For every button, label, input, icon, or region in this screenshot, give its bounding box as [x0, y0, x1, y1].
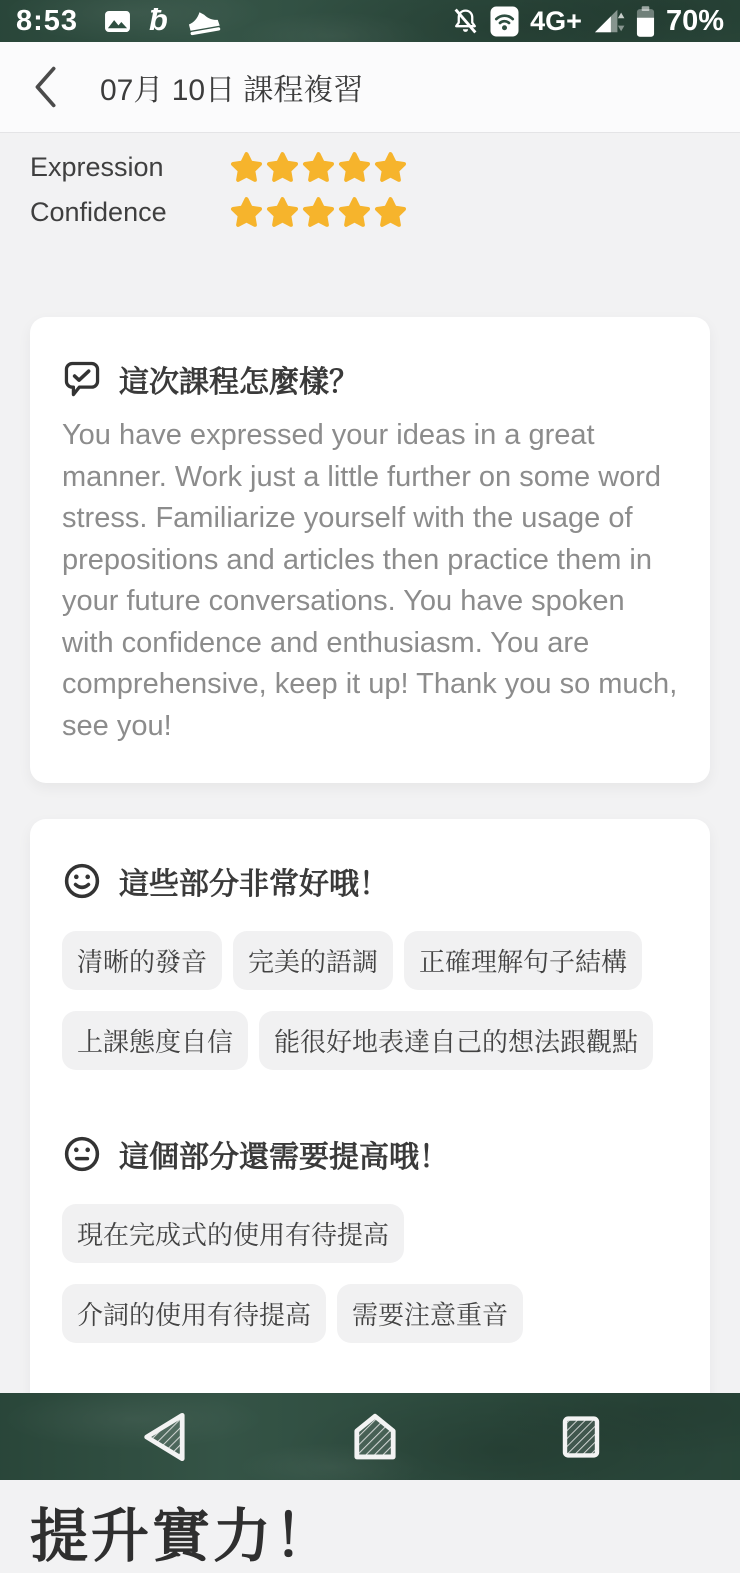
good-points-header [62, 859, 678, 903]
star-icon [374, 197, 407, 228]
gallery-icon [104, 10, 131, 33]
speech-bubble-check-icon [62, 359, 102, 399]
rating-row [30, 190, 710, 235]
ratings-section [0, 133, 740, 235]
system-status-icons [452, 5, 724, 38]
star-icon [230, 152, 263, 183]
home-icon [349, 1411, 401, 1463]
improve-tags [62, 1204, 678, 1343]
highlights-card [30, 819, 710, 1443]
good-tags [62, 931, 678, 1070]
app-header [0, 42, 740, 133]
good-points-title: 這些部分非常好哦！ [119, 868, 389, 901]
star-icon [338, 152, 371, 183]
star-icon [302, 152, 335, 183]
smiley-face-icon [62, 861, 102, 901]
nav-home-button[interactable] [349, 1411, 401, 1463]
tag: 能很好地表達自己的想法跟觀點 [259, 1011, 653, 1070]
back-button[interactable] [30, 63, 60, 111]
shoe-icon [184, 6, 222, 37]
tag: 正確理解句子結構 [404, 931, 642, 990]
star-rating [230, 197, 407, 228]
tag: 上課態度自信 [62, 1011, 248, 1070]
recents-square-icon [560, 1413, 602, 1461]
nav-back-button[interactable] [138, 1409, 190, 1465]
b-app-icon: ƀ [149, 1, 168, 37]
teacher-feedback-card [30, 317, 710, 783]
status-bar [0, 0, 740, 42]
battery-percent-label: 70% [665, 4, 724, 37]
improve-points-title: 這個部分還需要提高哦！ [119, 1141, 449, 1174]
tag: 介詞的使用有待提高 [62, 1284, 326, 1343]
tag: 需要注意重音 [337, 1284, 523, 1343]
back-triangle-icon [138, 1409, 190, 1465]
star-rating [230, 152, 407, 183]
improve-points-header [62, 1132, 678, 1176]
signal-strength-icon [593, 7, 625, 35]
star-icon [266, 197, 299, 228]
tag: 清晰的發音 [62, 931, 222, 990]
tag: 完美的語調 [233, 931, 393, 990]
tag: 現在完成式的使用有待提高 [62, 1204, 404, 1263]
page-title: 07月 10日 課程複習 [100, 74, 364, 107]
next-section-heading: 提升實力！ [30, 1504, 336, 1569]
rating-label: Expression [30, 152, 164, 182]
star-icon [302, 197, 335, 228]
feedback-card-header [62, 357, 678, 401]
notification-icons [104, 1, 220, 37]
clock: 8:53 [16, 4, 79, 37]
rating-row [30, 145, 710, 190]
chevron-left-icon [32, 65, 58, 109]
battery-icon [636, 6, 655, 37]
star-icon [338, 197, 371, 228]
nav-recents-button[interactable] [560, 1413, 602, 1461]
star-icon [266, 152, 299, 183]
star-icon [230, 197, 263, 228]
network-type-label: 4G+ [530, 5, 582, 36]
notifications-off-icon [452, 7, 479, 35]
feedback-card-title: 這次課程怎麼樣？ [119, 366, 359, 399]
star-icon [374, 152, 407, 183]
neutral-face-icon [62, 1134, 102, 1174]
wifi-calling-icon [490, 6, 519, 37]
rating-label: Confidence [30, 197, 167, 227]
feedback-text: You have expressed your ideas in a great manner. Work just a little further on some word stress. Familiarize yourself with the usage of prepositions and articles then practice them in your future conversations. You have spoken with confidence and enthusiasm. You are comprehensive, keep it up! Thank you so much, see you! [62, 419, 678, 742]
android-navigation-bar [0, 1393, 740, 1480]
